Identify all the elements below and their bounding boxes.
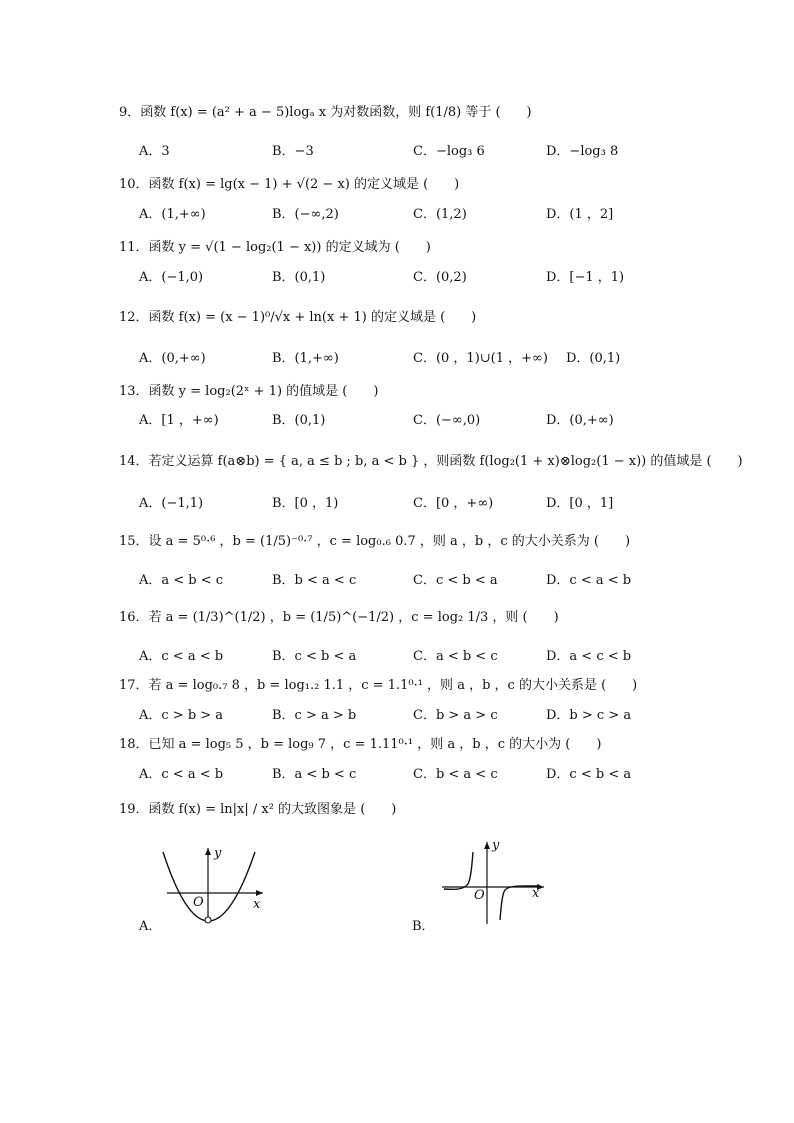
options-18 <box>139 766 739 784</box>
option-d[interactable]: D．b > c > a <box>546 708 632 723</box>
curve <box>163 852 255 921</box>
option-b[interactable]: B．(0,1) <box>272 413 326 428</box>
curve-left <box>444 852 473 889</box>
option-b[interactable]: B．[0 ，1) <box>272 496 339 511</box>
options-14 <box>139 495 739 513</box>
option-c[interactable]: C．[0 ，+∞) <box>413 496 494 511</box>
option-a[interactable]: A．(0,+∞) <box>139 351 206 366</box>
question-17: 17．若 a = log₀.₇ 8 ，b = log₁.₂ 1.1 ，c = 1.1⁰·¹ ，则 a ，b ，c 的大小关系是 ( ) <box>119 678 638 693</box>
hollow-point <box>205 917 211 923</box>
graph-b-x-label: x <box>532 886 540 901</box>
option-a[interactable]: A．3 <box>139 144 170 159</box>
option-d[interactable]: D．(0,+∞) <box>546 413 614 428</box>
option-b[interactable]: B．b < a < c <box>272 573 357 588</box>
option-d[interactable]: D．−log₃ 8 <box>546 144 619 159</box>
option-a[interactable]: A．(1,+∞) <box>139 207 206 222</box>
option-d[interactable]: D．[0 ，1] <box>546 496 614 511</box>
question-13: 13．函数 y = log₂(2ˣ + 1) 的值域是 ( ) <box>119 384 379 399</box>
graph-a <box>155 840 270 925</box>
option-a[interactable]: A．(−1,1) <box>139 496 204 511</box>
graph-b-y-label: y <box>492 838 500 853</box>
option-d[interactable]: D．(0,1) <box>566 351 621 366</box>
graph-a-option-label[interactable]: A． <box>139 919 162 934</box>
option-a[interactable]: A．a < b < c <box>139 573 224 588</box>
option-a[interactable]: A．(−1,0) <box>139 270 204 285</box>
option-d[interactable]: D．a < c < b <box>546 649 632 664</box>
question-11: 11．函数 y = √(1 − log₂(1 − x)) 的定义域为 ( ) <box>119 240 431 255</box>
question-18: 18．已知 a = log₅ 5 ，b = log₉ 7 ，c = 1.11⁰·¹ ，则 a ，b ，c 的大小为 ( ) <box>119 737 602 752</box>
option-a[interactable]: A．c > b > a <box>139 708 224 723</box>
option-b[interactable]: B．c > a > b <box>272 708 357 723</box>
option-b[interactable]: B．c < b < a <box>272 649 357 664</box>
options-11 <box>139 269 739 287</box>
options-16 <box>139 648 739 666</box>
option-c[interactable]: C．c < b < a <box>413 573 498 588</box>
option-b[interactable]: B．(1,+∞) <box>272 351 339 366</box>
option-d[interactable]: D．[−1 ，1) <box>546 270 625 285</box>
option-c[interactable]: C．b > a > c <box>413 708 498 723</box>
options-15 <box>139 572 739 590</box>
options-9 <box>139 143 739 161</box>
question-15: 15．设 a = 5⁰·⁶ ，b = (1/5)⁻⁰·⁷ ，c = log₀.₆ 0.7 ，则 a ，b ，c 的大小关系为 ( ) <box>119 534 631 549</box>
graph-a-y-label: y <box>214 846 222 861</box>
option-c[interactable]: C．(−∞,0) <box>413 413 481 428</box>
option-b[interactable]: B．(0,1) <box>272 270 326 285</box>
option-d[interactable]: D．c < a < b <box>546 573 632 588</box>
question-9: 9．函数 f(x) = (a² + a − 5)logₐ x 为对数函数，则 f(1/8) 等于 ( ) <box>119 105 532 120</box>
y-axis-arrow <box>205 848 211 855</box>
options-12 <box>139 350 739 368</box>
graph-b-origin-label: O <box>474 888 485 903</box>
x-axis-arrow <box>256 890 263 896</box>
option-d[interactable]: D．c < b < a <box>546 767 632 782</box>
option-b[interactable]: B．−3 <box>272 144 314 159</box>
question-12: 12．函数 f(x) = (x − 1)⁰/√x + ln(x + 1) 的定义域是 ( ) <box>119 310 477 325</box>
option-a[interactable]: A．[1 ，+∞) <box>139 413 219 428</box>
option-c[interactable]: C．−log₃ 6 <box>413 144 485 159</box>
question-19: 19．函数 f(x) = ln|x| / x² 的大致图象是 ( ) <box>119 802 397 817</box>
option-c[interactable]: C．b < a < c <box>413 767 498 782</box>
options-10 <box>139 206 739 224</box>
option-a[interactable]: A．c < a < b <box>139 767 224 782</box>
question-10: 10．函数 f(x) = lg(x − 1) + √(2 − x) 的定义域是 ( ) <box>119 177 460 192</box>
options-17 <box>139 707 739 725</box>
graph-b-option-label[interactable]: B． <box>412 919 435 934</box>
graph-a-origin-label: O <box>193 895 204 910</box>
option-c[interactable]: C．(1,2) <box>413 207 467 222</box>
option-a[interactable]: A．c < a < b <box>139 649 224 664</box>
graph-a-x-label: x <box>253 897 261 912</box>
option-b[interactable]: B．a < b < c <box>272 767 357 782</box>
option-d[interactable]: D．(1 ，2] <box>546 207 614 222</box>
question-14: 14．若定义运算 f(a⊗b) = { a, a ≤ b ; b, a < b } ，则函数 f(log₂(1 + x)⊗log₂(1 − x)) 的值域是 ( ) <box>119 454 743 469</box>
option-b[interactable]: B．(−∞,2) <box>272 207 339 222</box>
option-c[interactable]: C．(0,2) <box>413 270 467 285</box>
question-16: 16．若 a = (1/3)^(1/2) ，b = (1/5)^(−1/2) ，c = log₂ 1/3 ，则 ( ) <box>119 610 559 625</box>
options-13 <box>139 412 739 430</box>
y-axis-arrow <box>484 842 490 849</box>
option-c[interactable]: C．(0 ，1)∪(1 ，+∞) <box>413 351 548 366</box>
option-c[interactable]: C．a < b < c <box>413 649 498 664</box>
